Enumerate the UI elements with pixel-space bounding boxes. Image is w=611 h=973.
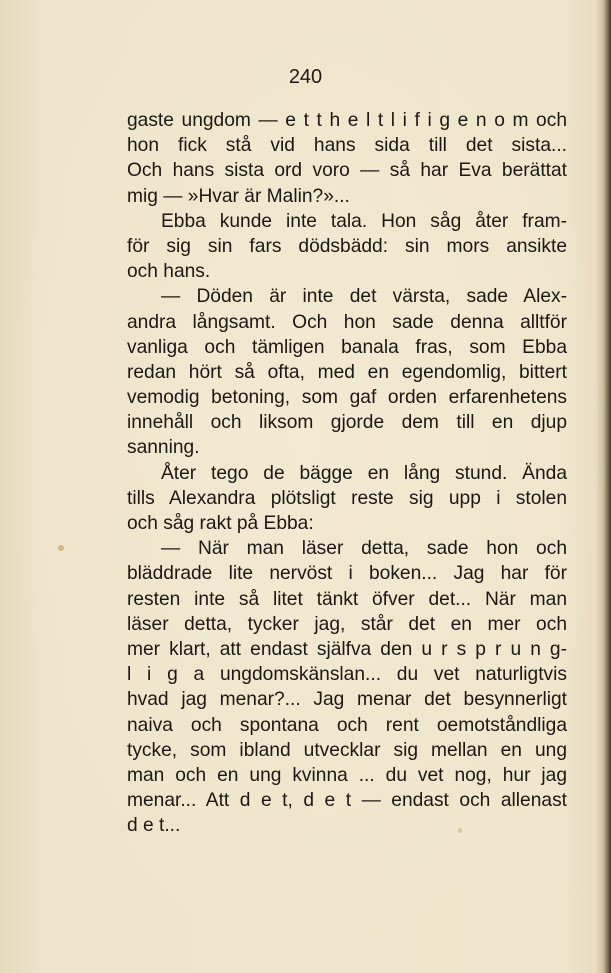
paper-stain xyxy=(58,545,64,551)
text-line: menar... Att d e t, d e t — endast och allenast xyxy=(127,790,567,812)
text-line: vemodig betoning, som gaf orden erfarenhetens xyxy=(127,387,567,409)
text-line: mig — »Hvar är Malin?»... xyxy=(127,185,350,207)
text-line: andra långsamt. Och hon sade denna alltför xyxy=(127,311,567,333)
text-line: bläddrade lite nervöst i boken... Jag har för xyxy=(127,563,567,585)
text-line: resten inte så litet tänkt öfver det... När man xyxy=(127,588,567,610)
text-line: man och en ung kvinna ... du vet nog, hur jag xyxy=(127,764,567,786)
text-line: mer klart, att endast själfva den u r s p r u n g- xyxy=(127,638,567,660)
text-line: tills Alexandra plötsligt reste sig upp i stolen xyxy=(127,487,567,509)
text-line: l i g a ungdomskänslan... du vet naturligtvis xyxy=(127,664,567,686)
text-line: Och hans sista ord voro — så har Eva berättat xyxy=(127,160,567,182)
text-line: hvad jag menar?... Jag menar det besynnerligt xyxy=(127,689,567,711)
text-line: Åter tego de bägge en lång stund. Ända xyxy=(161,462,567,484)
text-line: för sig sin fars dödsbädd: sin mors ansikte xyxy=(127,235,567,257)
text-line: naiva och spontana och rent oemotståndliga xyxy=(127,714,567,736)
text-line: — När man läser detta, sade hon och xyxy=(161,538,567,560)
text-line: d e t... xyxy=(127,815,181,837)
text-line: redan hört så ofta, med en egendomlig, bittert xyxy=(127,361,567,383)
body-text xyxy=(127,108,567,838)
text-line: och såg rakt på Ebba: xyxy=(127,513,314,534)
text-line: — Döden är inte det värsta, sade Alex- xyxy=(161,286,567,308)
text-line: Ebba kunde inte tala. Hon såg åter fram- xyxy=(161,210,567,232)
text-line: gaste ungdom — e t t h e l t l i f i g e n o m och xyxy=(127,110,567,131)
paper-stain xyxy=(458,828,462,833)
text-line: vanliga och tämligen banala fras, som Ebba xyxy=(127,336,567,358)
text-line: och hans. xyxy=(127,261,211,283)
text-line: tycke, som ibland utvecklar sig mellan en ung xyxy=(127,739,567,761)
text-line: sanning. xyxy=(127,437,200,459)
text-line: hon fick stå vid hans sida till det sista... xyxy=(127,135,567,157)
page-number: 240 xyxy=(288,66,323,88)
text-line: innehåll och liksom gjorde dem till en djup xyxy=(127,412,567,434)
text-line: läser detta, tycker jag, står det en mer och xyxy=(127,613,567,635)
